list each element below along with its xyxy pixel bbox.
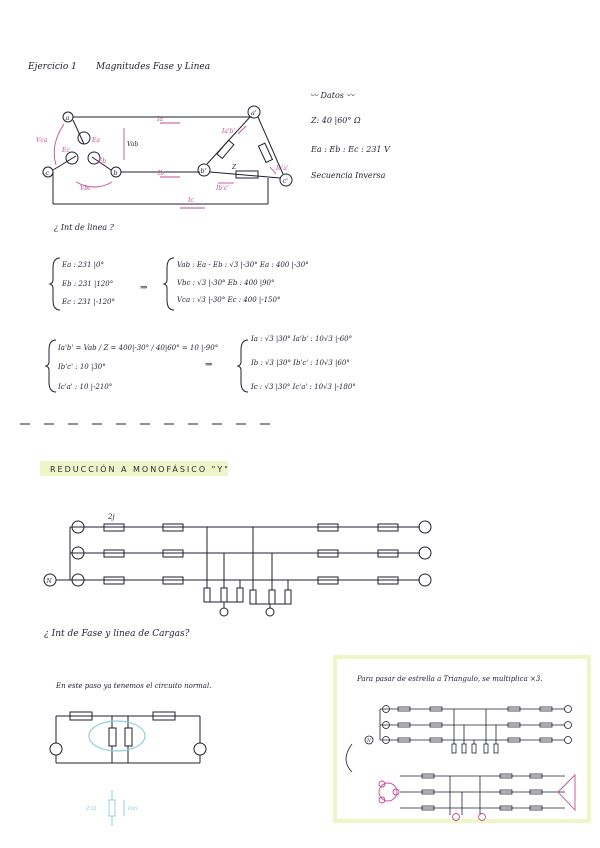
line-current-c: Ic : √3 |30° Ic'a' : 10√3 |-180° — [251, 383, 356, 391]
vca-label: Vca — [36, 137, 48, 144]
datos-z: Z: 40 |60° Ω — [311, 116, 361, 125]
line-voltage-ab: Vab : Ea - Eb : √3 |-30° Ea : 400 |-30° — [177, 261, 309, 269]
ib-label: Ib — [158, 170, 165, 177]
datos-heading: 〰 Datos 〰 — [310, 91, 355, 100]
step-note: En este paso ya tenemos el circuito normal. — [56, 682, 212, 690]
ia-label: Ia — [157, 116, 163, 123]
node-c2: c' — [282, 177, 288, 185]
node-c: c — [45, 169, 50, 177]
phase-current-ca: Ic'a' : 10 |-210° — [58, 383, 113, 391]
z-label-bottom: Z — [232, 164, 237, 171]
node-a: a — [65, 114, 70, 122]
side-note-text: Para pasar de estrella a Triangulo, se multiplica ×3. — [357, 675, 543, 683]
section-title: REDUCCIÓN A MONOFÁSICO "Y" — [50, 465, 230, 474]
line-current-a: Ia : √3 |30° Ia'b' : 10√3 |-60° — [251, 335, 353, 343]
ec-label: Ec — [62, 147, 70, 154]
question-2: ¿ Int de Fase y linea de Cargas? — [44, 629, 190, 639]
implies-arrow-1: ⇒ — [140, 283, 148, 293]
line-voltage-ca: Vca : √3 |-30° Ec : 400 |-150° — [177, 296, 281, 304]
load-z-label: Z Ω — [86, 806, 97, 812]
phase-voltage-a: Ea : 231 |0° — [62, 261, 104, 269]
ibc-label: Ib'c' — [216, 185, 229, 192]
ea-label: Ea — [92, 137, 100, 144]
line-current-b: Ib : √3 |30° Ib'c' : 10√3 |60° — [251, 359, 350, 367]
phase-voltage-b: Eb : 231 |120° — [62, 280, 114, 288]
node-a2: a' — [251, 109, 257, 117]
phase-current-ab: Ia'b' = Vab / Z = 400|-30° / 40|60° = 10 |-90° — [58, 344, 219, 352]
node-b2: b' — [200, 167, 207, 175]
ic-label: Ic — [188, 197, 194, 204]
implies-arrow-2: ⇒ — [205, 360, 213, 370]
topic-label: Magnitudes Fase y Linea — [96, 62, 211, 72]
vab-label: Vab — [127, 141, 139, 148]
vbc-label: Vbc — [80, 185, 92, 192]
neutral-label: N — [46, 578, 52, 585]
load-v-label: Van — [127, 806, 138, 812]
eb-label: Eb — [98, 158, 107, 165]
ica-label: Ic'a' — [276, 165, 289, 172]
iab-label: Ia'b' — [222, 128, 236, 135]
question-1: ¿ Int de linea ? — [54, 223, 114, 232]
line-voltage-bc: Vbc : √3 |-30° Eb : 400 |90° — [177, 279, 275, 287]
impedance-2j-label: 2j — [108, 513, 115, 521]
side-neutral-label: N — [367, 739, 371, 744]
phase-voltage-c: Ec : 231 |-120° — [62, 298, 116, 306]
datos-sequence: Secuencia Inversa — [311, 171, 386, 180]
datos-voltages: Ea : Eb : Ec : 231 V — [311, 145, 390, 154]
exercise-label: Ejercicio 1 — [28, 62, 77, 72]
phase-current-bc: Ib'c' : 10 |30° — [58, 363, 106, 371]
node-b: b — [113, 169, 118, 177]
